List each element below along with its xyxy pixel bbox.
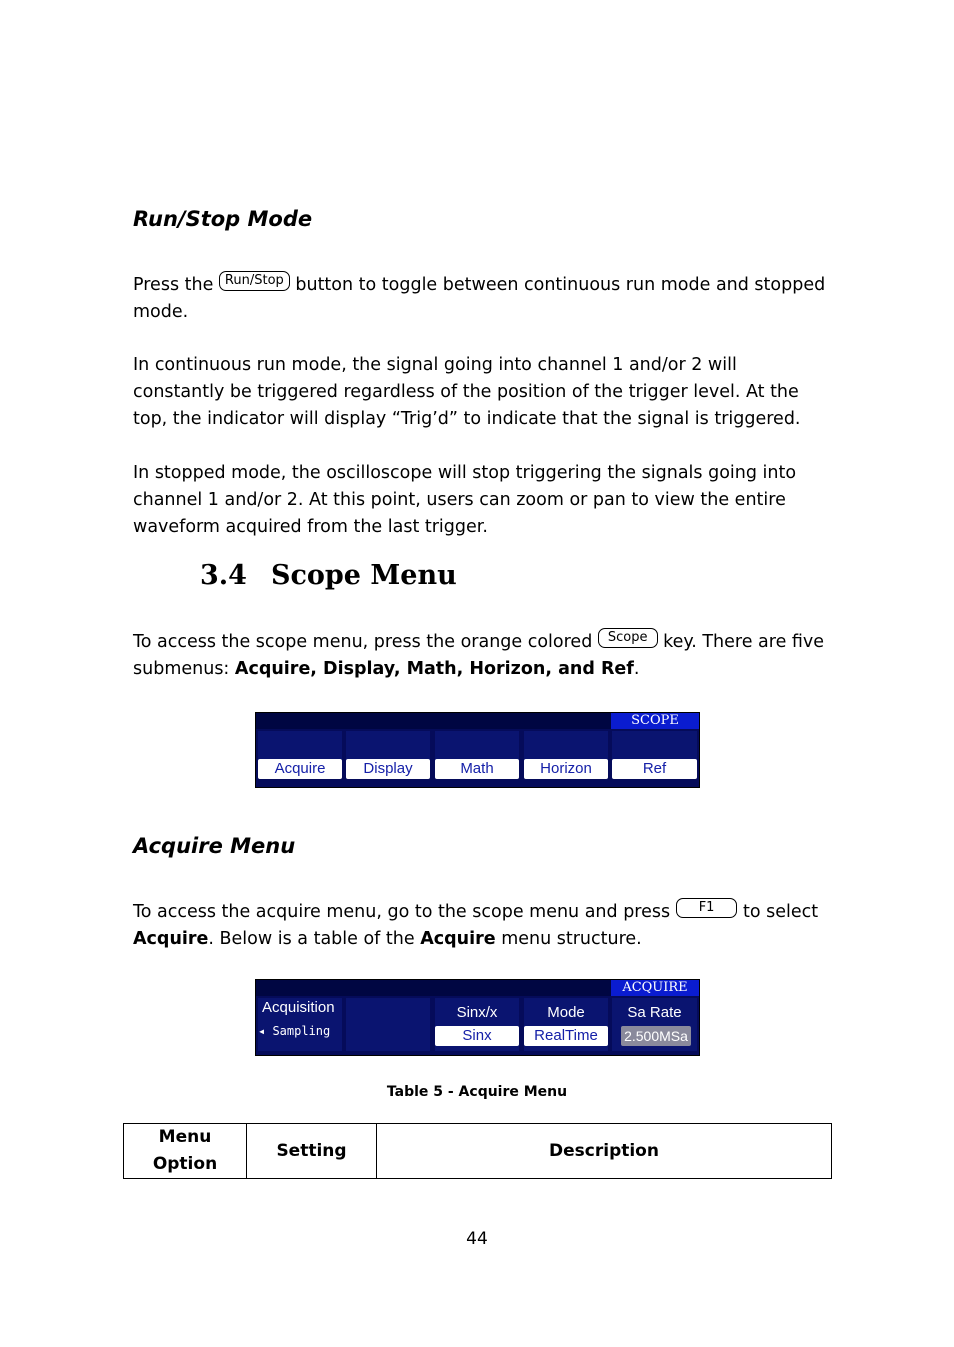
acquire-heading: Acquire Menu	[133, 834, 296, 858]
left-arrow-icon: ◂	[258, 1024, 273, 1038]
acquire-bold-1: Acquire	[133, 929, 209, 949]
sampling-label	[258, 1024, 330, 1038]
table-caption: Table 5 - Acquire Menu	[386, 1084, 568, 1100]
f1-key-icon: F1	[676, 898, 738, 918]
scope-cell-2	[346, 731, 430, 761]
runstop-paragraph-2: In continuous run mode, the signal going into channel 1 and/or 2 will constantly be triggered regardless of the position of the trigger level. At the top, the indicator will display “Trig’d” to indicate that the signal is triggered.	[133, 355, 801, 429]
header-setting: Setting	[247, 1124, 377, 1179]
mode-label: Mode	[547, 1004, 585, 1021]
acquire-p-post3: menu structure.	[501, 929, 642, 949]
acquire-bold-2: Acquire	[420, 929, 496, 949]
runstop-p1-pre: Press the	[133, 275, 214, 295]
softkey-display[interactable]: Display	[346, 759, 430, 779]
runstop-key-icon: Run/Stop	[219, 271, 290, 291]
scope-cell-1	[258, 731, 342, 761]
acquire-menu-bar	[255, 979, 700, 1056]
acquire-p-post2: . Below is a table of the	[208, 929, 415, 949]
header-menu-option-text: Menu Option	[152, 1127, 218, 1174]
section-title-text: Scope Menu	[270, 560, 457, 591]
acquire-menu-table	[123, 1123, 832, 1179]
acquire-cell-2	[346, 998, 430, 1051]
scope-p-bold: Acquire, Display, Math, Horizon, and Ref	[234, 659, 634, 679]
runstop-paragraph-3: In stopped mode, the oscilloscope will stop triggering the signals going into channel 1 and/or 2. At this point, users can zoom or pan to view the entire waveform acquired from the last trigger.	[133, 463, 797, 537]
softkey-ref[interactable]: Ref	[612, 759, 697, 779]
acquire-p-pre: To access the acquire menu, go to the scope menu and press	[133, 902, 671, 922]
scope-cell-5	[612, 731, 697, 761]
acquire-p-post1: to select	[743, 902, 819, 922]
sampling-text: Sampling	[272, 1024, 331, 1038]
scope-key-icon: Scope	[598, 628, 658, 648]
acquire-paragraph	[133, 898, 833, 953]
softkey-horizon[interactable]: Horizon	[524, 759, 608, 779]
section-number: 3.4	[200, 560, 247, 591]
runstop-heading: Run/Stop Mode	[133, 207, 313, 231]
runstop-p1-post: button to toggle between continuous run mode and stopped mode.	[133, 275, 826, 322]
acquisition-label: Acquisition	[262, 999, 335, 1016]
scope-cell-3	[435, 731, 519, 761]
scope-p-pre: To access the scope menu, press the orange colored	[133, 632, 593, 652]
scope-bar-tag: SCOPE	[611, 713, 699, 729]
acquire-bar-tag: ACQUIRE	[611, 980, 699, 996]
softkey-math[interactable]: Math	[435, 759, 519, 779]
header-description: Description	[377, 1124, 832, 1179]
sa-rate-value[interactable]: 2.500MSa	[621, 1026, 691, 1046]
mode-softkey[interactable]: RealTime	[524, 1026, 608, 1046]
table-header-row	[124, 1124, 832, 1179]
header-menu-option	[124, 1124, 247, 1179]
softkey-acquire[interactable]: Acquire	[258, 759, 342, 779]
scope-menu-bar	[255, 712, 700, 788]
page-number: 44	[466, 1229, 488, 1249]
runstop-paragraph-1	[133, 271, 833, 326]
sinx-label: Sinx/x	[456, 1004, 498, 1021]
section-title	[200, 560, 457, 591]
sinx-softkey[interactable]: Sinx	[435, 1026, 519, 1046]
scope-cell-4	[524, 731, 608, 761]
scope-p-end: .	[633, 659, 640, 679]
sa-rate-label: Sa Rate	[627, 1004, 682, 1021]
scope-paragraph	[133, 628, 833, 683]
scope-p-mid: key. There are five submenus:	[133, 632, 825, 679]
